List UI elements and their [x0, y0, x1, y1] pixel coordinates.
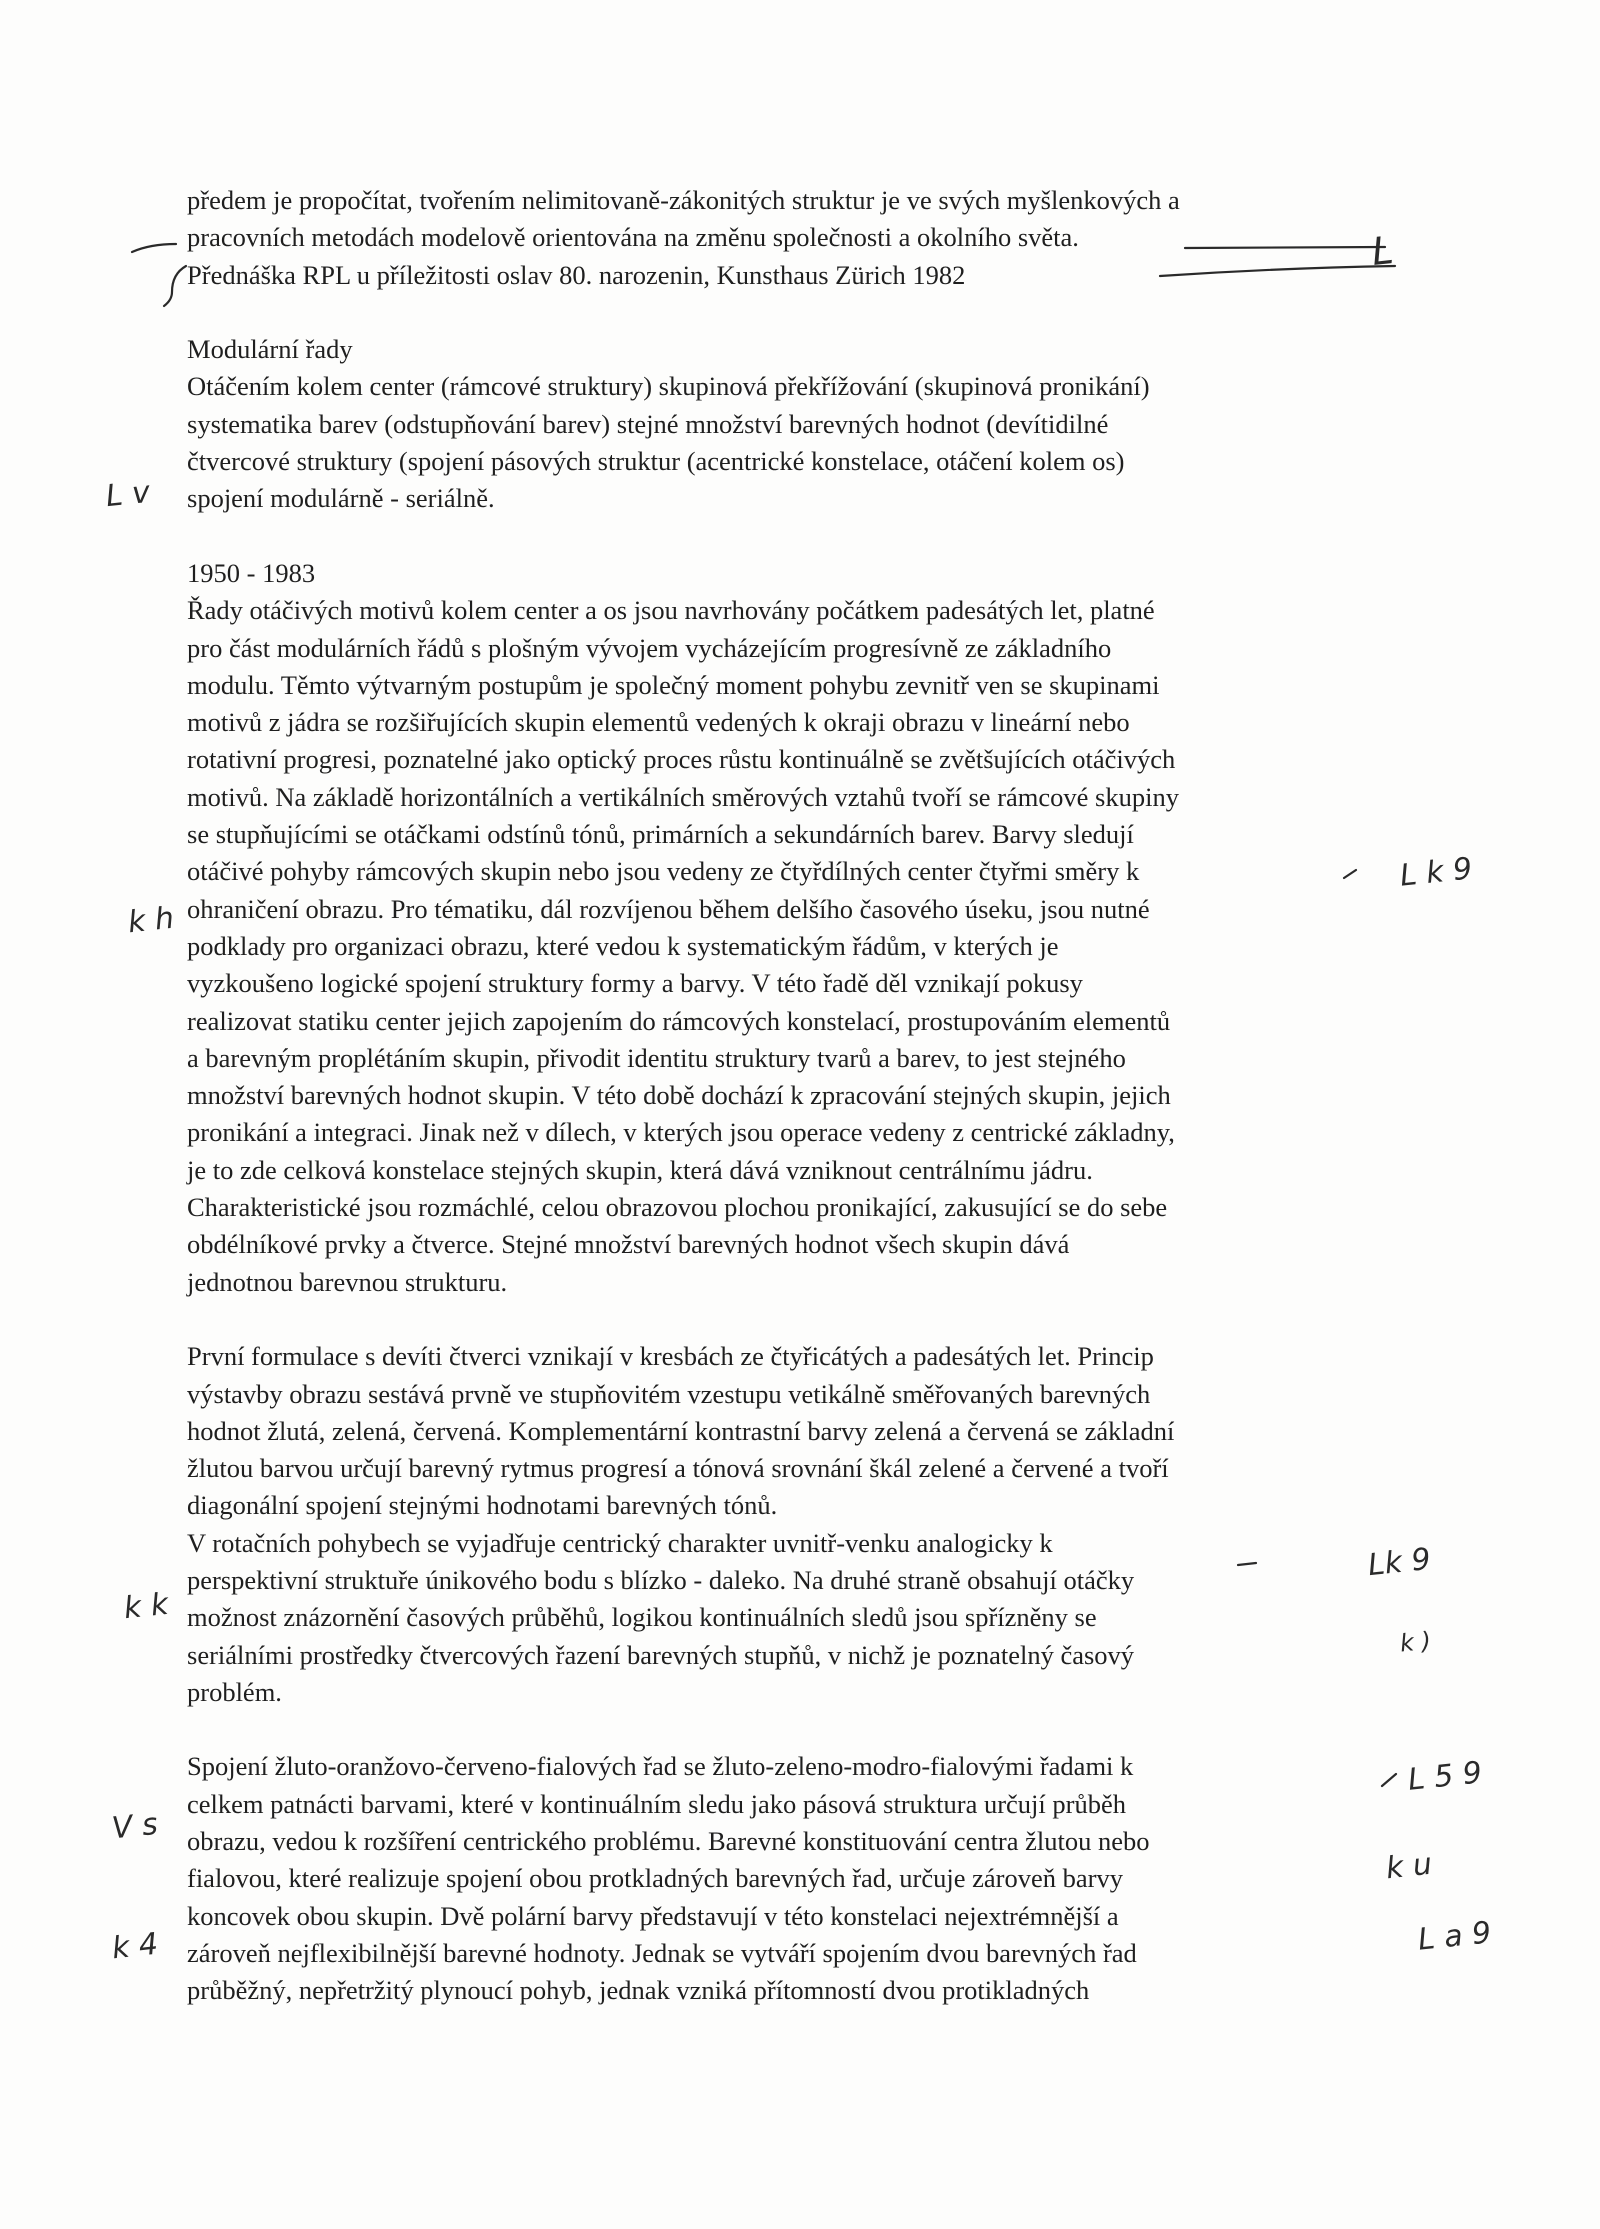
text-line: celkem patnácti barvami, které v kontinuálním sledu jako pásová struktura určují průběh	[187, 1788, 1126, 1819]
section-heading: Modulární řady	[187, 334, 353, 365]
text-line: pro část modulárních řádů s plošným vývojem vycházejícím progresívně ze základního	[187, 632, 1112, 663]
text-line: V rotačních pohybech se vyjadřuje centrický charakter uvnitř-venku analogicky k	[187, 1527, 1053, 1558]
text-line: fialovou, které realizuje spojení obou protkladných barevných řad, určuje zároveň barvy	[187, 1863, 1123, 1894]
text-line: množství barevných hodnot skupin. V této době dochází k zpracování stejných skupin, jejich	[187, 1080, 1171, 1111]
text-line: koncovek obou skupin. Dvě polární barvy představují v této konstelaci nejextrémnější a	[187, 1900, 1119, 1931]
text-line: vyzkoušeno logické spojení struktury formy a barvy. V této řadě děl vznikají pokusy	[187, 968, 1083, 999]
text-line: žlutou barvou určují barevný rytmus progresí a tónová srovnání škál zelené a červené a tvoří	[187, 1453, 1169, 1484]
bracket-mark	[164, 266, 186, 306]
margin-note: Lk 9	[1366, 1541, 1433, 1584]
text-line: problém.	[187, 1676, 282, 1707]
underline-stroke	[1185, 247, 1385, 248]
text-line: obdélníkové prvky a čtverce. Stejné množství barevných hodnot všech skupin dává	[187, 1229, 1070, 1260]
text-line: čtvercové struktury (spojení pásových struktur (acentrické konstelace, otáčení kolem os)	[187, 446, 1125, 477]
text-line: pracovních metodách modelově orientována na změnu společnosti a okolního světa.	[187, 222, 1079, 253]
text-line: Řady otáčivých motivů kolem center a os jsou navrhovány počátkem padesátých let, platné	[187, 595, 1155, 626]
text-line: spojení modulárně - seriálně.	[187, 483, 495, 514]
margin-note: k k	[122, 1586, 170, 1627]
text-line: diagonální spojení stejnými hodnotami barevných tónů.	[187, 1490, 778, 1521]
text-line: motivů. Na základě horizontálních a vertikálních směrových vztahů tvoří se rámcové skupiny	[187, 781, 1179, 812]
section-heading: 1950 - 1983	[187, 557, 316, 588]
text-line: Přednáška RPL u příležitosti oslav 80. narozenin, Kunsthaus Zürich 1982	[187, 259, 966, 290]
margin-note: k h	[126, 900, 176, 941]
text-line: předem je propočítat, tvořením nelimitovaně-zákonitých struktur je ve svých myšlenkových a	[187, 185, 1180, 215]
insert-stroke	[1382, 1774, 1396, 1786]
text-line: možnost znázornění časových průběhů, logikou kontinuálních sledů jsou spřízněny se	[187, 1602, 1097, 1633]
text-line: rotativní progresi, poznatelné jako optický proces růstu kontinuálně se zvětšujících otáčivých	[187, 744, 1176, 775]
text-line: podklady pro organizaci obrazu, které vedou k systematickým řádům, v kterých je	[187, 930, 1059, 961]
margin-note: L a 9	[1416, 1915, 1493, 1958]
text-line: realizovat statiku center jejich zapojením do rámcových konstelací, prostupováním elementů	[187, 1005, 1171, 1036]
text-line: ohraničení obrazu. Pro tématiku, dál rozvíjenou během delšího časového úseku, jsou nutné	[187, 893, 1150, 924]
text-line: se stupňujícími se otáčkami odstínů tónů, primárních a sekundárních barev. Barvy sledují	[187, 819, 1134, 850]
margin-note: k 4	[110, 1926, 160, 1967]
text-line: Charakteristické jsou rozmáchlé, celou obrazovou plochou pronikající, zakusující se do sebe	[187, 1192, 1168, 1223]
margin-note: k u	[1384, 1846, 1434, 1887]
text-line: systematika barev (odstupňování barev) stejné množství barevných hodnot (devítidilné	[187, 408, 1109, 439]
text-line: První formulace s devíti čtverci vznikají v kresbách ze čtyřicátých a padesátých let. Princip	[187, 1341, 1154, 1372]
bracket-mark	[132, 244, 176, 252]
text-line: modulu. Těmto výtvarným postupům je společný moment pohybu zevnitř ven se skupinami	[187, 669, 1160, 700]
text-line: Spojení žluto-oranžovo-červeno-fialových řad se žluto-zeleno-modro-fialovými řadami k	[187, 1751, 1134, 1782]
text-line: průběžný, nepřetržitý plynoucí pohyb, jednak vzniká přítomností dvou protikladných	[187, 1975, 1090, 2006]
insert-stroke	[1238, 1563, 1256, 1565]
margin-note: L	[1369, 228, 1396, 274]
insert-stroke	[1344, 870, 1356, 878]
text-line: otáčivé pohyby rámcových skupin nebo jsou vedeny ze čtyřdílných center čtyřmi směry k	[187, 856, 1140, 887]
text-line: Otáčením kolem center (rámcové struktury) skupinová překřížování (skupinová pronikání)	[187, 371, 1150, 402]
margin-note: L k 9	[1398, 851, 1474, 894]
text-line: pronikání a integraci. Jinak než v dílech, v kterých jsou operace vedeny z centrické základny,	[187, 1117, 1175, 1148]
text-line: výstavby obrazu sestává prvně ve stupňovitém vzestupu vetikálně směřovaných barevných	[187, 1378, 1151, 1409]
text-line: seriálními prostředky čtvercových řazení barevných stupňů, v nichž je poznatelný časový	[187, 1639, 1135, 1670]
margin-note: L v	[104, 474, 152, 515]
underline-stroke	[1160, 266, 1395, 276]
text-line: perspektivní struktuře únikového bodu s blízko - daleko. Na druhé straně obsahují otáčky	[187, 1564, 1135, 1595]
text-line: zároveň nejflexibilnější barevné hodnoty. Jednak se vytváří spojením dvou barevných řad	[187, 1937, 1137, 1968]
margin-note: V s	[110, 1806, 160, 1847]
margin-note: k )	[1398, 1626, 1433, 1658]
text-line: jednotnou barevnou strukturu.	[187, 1266, 508, 1297]
text-line: obrazu, vedou k rozšíření centrického problému. Barevné konstituování centra žlutou nebo	[187, 1826, 1150, 1857]
margin-note: L 5 9	[1406, 1755, 1484, 1798]
text-line: je to zde celková konstelace stejných skupin, která dává vzniknout centrálnímu jádru.	[187, 1154, 1093, 1185]
text-line: a barevným proplétáním skupin, přivodit identitu struktury tvarů a barev, to jest stejného	[187, 1042, 1126, 1073]
text-line: hodnot žlutá, zelená, červená. Komplementární kontrastní barvy zelená a červená se základní	[187, 1415, 1175, 1446]
text-line: motivů z jádra se rozšiřujících skupin elementů vedených k okraji obrazu v lineární nebo	[187, 707, 1130, 738]
